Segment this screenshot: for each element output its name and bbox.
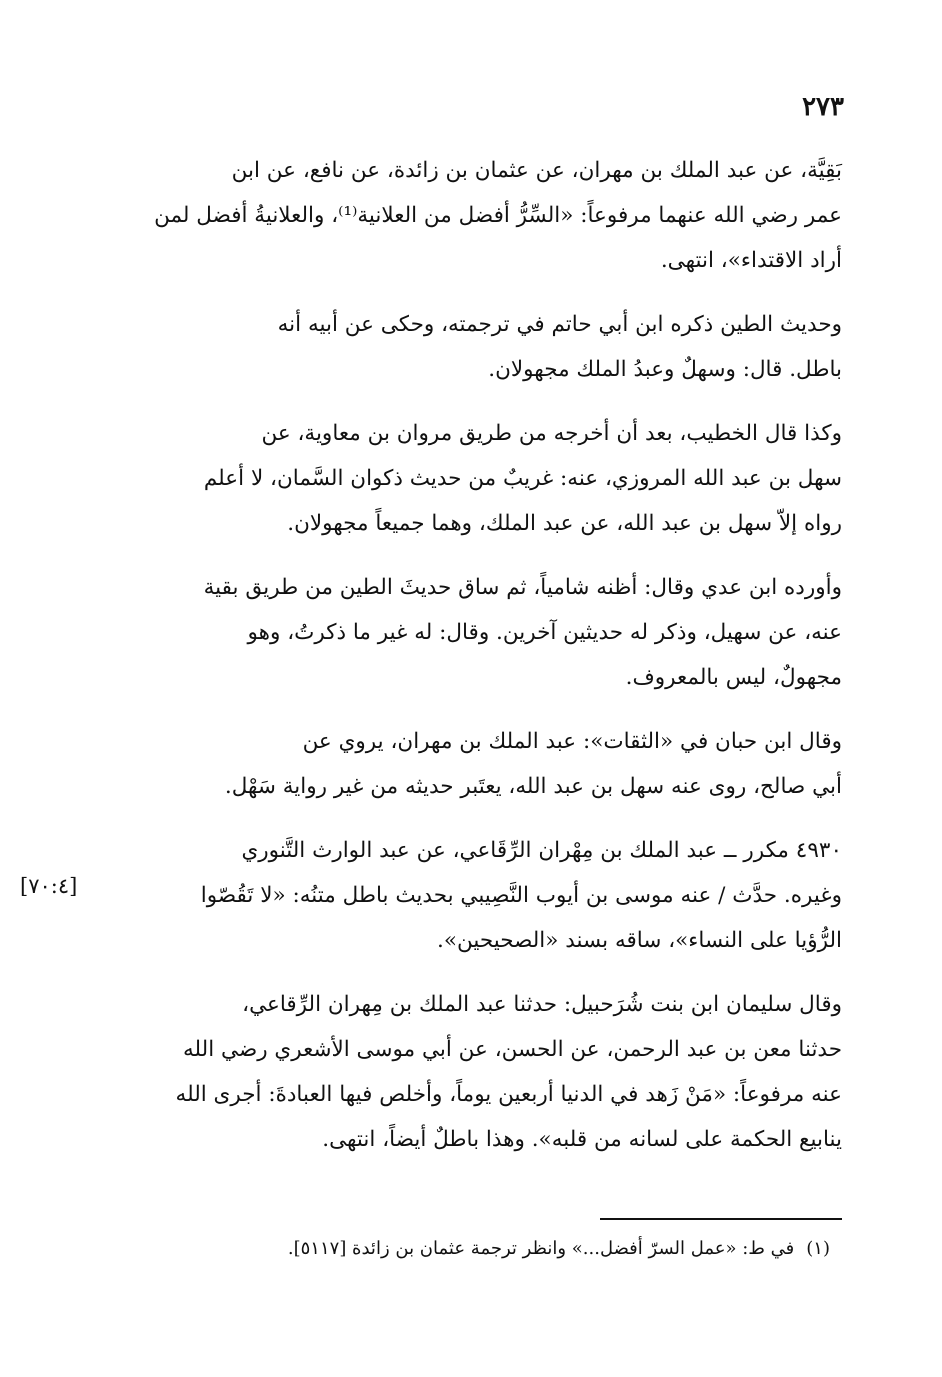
paragraph-7 [102,982,842,1162]
footnote-text: في ط: «عمل السرّ أفضل...» وانظر ترجمة عثمان بن زائدة [٥١١٧]. [287,1238,795,1259]
text-line: وحديث الطين ذكره ابن أبي حاتم في ترجمته، وحكى عن أبيه أنه [277,312,842,337]
text-line: أبي صالح، روى عنه سهل بن عبد الله، يعتَبر حديثه من غير رواية سَهْل. [224,774,842,799]
margin-reference: [٧٠:٤] [20,874,78,898]
body-text [102,148,842,1181]
text-line: وغيره. حدَّث / عنه موسى بن أيوب النَّصِيبي بحديث باطل متنُه: «لا تَقُصّوا [200,883,842,908]
paragraph-3 [102,411,842,546]
paragraph-1 [102,148,842,283]
text-line: الرُّؤيا على النساء»، ساقه بسند «الصحيحين». [436,928,842,953]
text-line: حدثنا معن بن عبد الرحمن، عن الحسن، عن أبي موسى الأشعري رضي الله [183,1037,842,1062]
text-line: باطل. قال: وسهلٌ وعبدُ الملك مجهولان. [488,357,842,382]
page-number: ٢٧٣ [802,92,844,122]
text-line: بَقِيَّة، عن عبد الملك بن مهران، عن عثمان بن زائدة، عن نافع، عن ابن [231,158,842,183]
footnote [288,1233,830,1265]
text-line: عمر رضي الله عنهما مرفوعاً: «السِّرُّ أفضل من العلانية⁽¹⁾، والعلانيةُ أفضل لمن [154,203,842,228]
text-line: عنه، عن سهيل، وذكر له حديثين آخرين. وقال: له غير ما ذكرتُ، وهو [247,620,842,645]
text-line: رواه إلاّ سهل بن عبد الله، عن عبد الملك، وهما جميعاً مجهولان. [287,511,842,536]
text-line: وكذا قال الخطيب، بعد أن أخرجه من طريق مروان بن معاوية، عن [261,421,842,446]
text-line: مجهولٌ، ليس بالمعروف. [625,665,842,690]
text-line: وقال سليمان ابن بنت شُرَحبيل: حدثنا عبد الملك بن مِهران الرِّقاعي، [242,992,842,1017]
text-line: وأورده ابن عدي وقال: أظنه شامياً، ثم ساق حديثَ الطين من طريق بقية [203,575,842,600]
text-line: ٤٩٣٠ مكرر ــ عبد الملك بن مِهْران الرِّقَاعي، عن عبد الوارث التَّنوري [241,838,842,863]
paragraph-5 [102,719,842,809]
paragraph-6-entry-4930 [102,828,842,963]
paragraph-2 [102,302,842,392]
text-line: أراد الاقتداء»، انتهى. [660,248,842,273]
footnote-number: (١) [806,1238,830,1259]
text-line: وقال ابن حبان في «الثقات»: عبد الملك بن مهران، يروي عن [302,729,842,754]
text-line: ينابيع الحكمة على لسانه من قلبه». وهذا باطلٌ أيضاً، انتهى. [322,1127,842,1152]
text-line: سهل بن عبد الله المروزي، عنه: غريبٌ من حديث ذكوان السَّمان، لا أعلم [203,466,842,491]
footnote-divider [600,1218,842,1220]
paragraph-4 [102,565,842,700]
text-line: عنه مرفوعاً: «مَنْ زَهد في الدنيا أربعين يوماً، وأخلص فيها العبادةَ: أجرى الله [175,1082,842,1107]
